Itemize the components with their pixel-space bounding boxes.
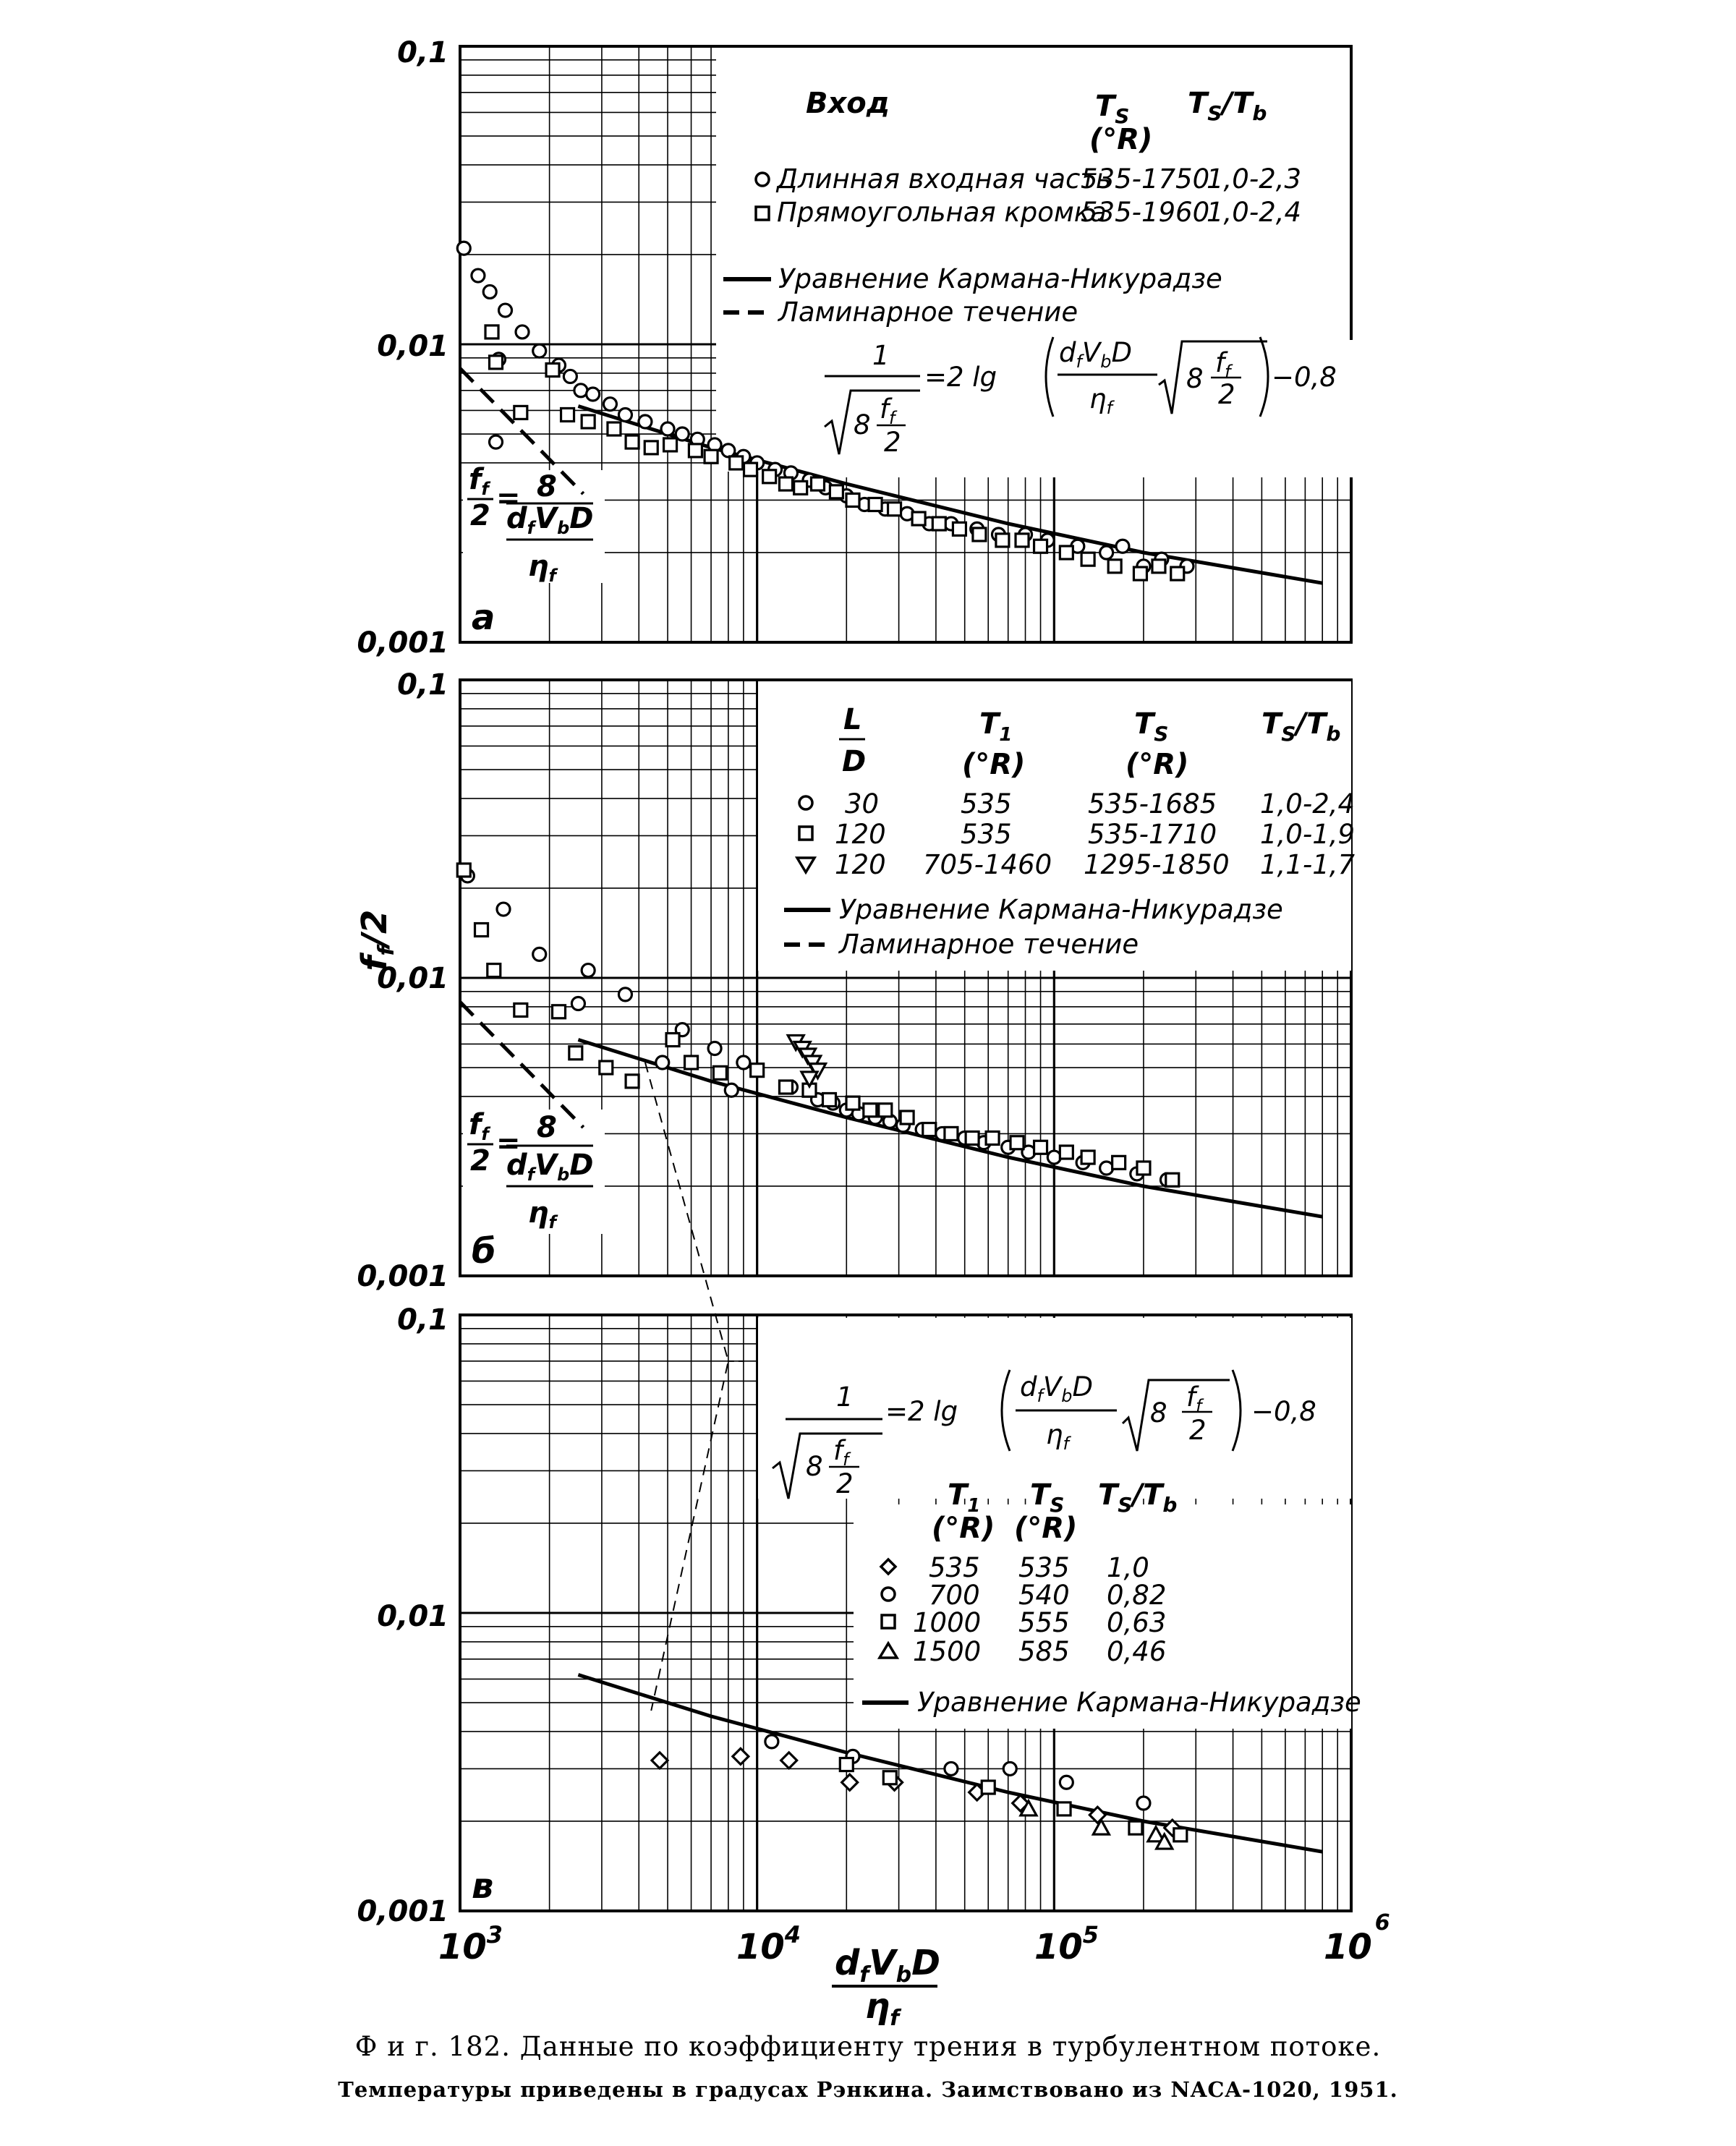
- data-point-square: [982, 1781, 995, 1794]
- panel-label-c: в: [472, 1866, 494, 1907]
- data-point-square: [864, 1104, 877, 1117]
- svg-text:dfVbD: $d_fV_bD$: [1059, 337, 1132, 372]
- legend-a-laminar: Ламинарное течение: [778, 297, 1078, 328]
- data-point-circle: [516, 325, 529, 338]
- svg-text:(°R): (°R): [1014, 1512, 1078, 1545]
- svg-text:1,0: 1,0: [1107, 1552, 1149, 1583]
- svg-text:dfVbD: $d_fV_bD$: [506, 502, 594, 538]
- data-point-circle: [765, 1735, 778, 1748]
- legend-a-row1-ratio: 1,0-2,3: [1207, 163, 1302, 195]
- legend-a-row2-ratio: 1,0-2,4: [1207, 197, 1302, 228]
- data-point-square: [600, 1061, 613, 1074]
- data-point-square: [666, 1034, 679, 1047]
- svg-text:1000: 1000: [913, 1607, 982, 1638]
- svg-text:TS/Tb: $T_S/T_b$: [1188, 87, 1267, 125]
- y-tick-b-mid: 0,01: [377, 962, 448, 995]
- y-tick-c-top: 0,1: [397, 1303, 448, 1337]
- data-point-diamond: [842, 1774, 858, 1790]
- data-point-circle: [563, 370, 576, 383]
- svg-text:ff: $f_f$: [880, 393, 895, 428]
- data-point-circle: [708, 1042, 721, 1055]
- svg-text:TS/Tb: $T_S/T_b$: [1098, 1478, 1178, 1517]
- data-point-square: [846, 1097, 859, 1110]
- svg-text:TS: $T_S$: [1134, 707, 1169, 746]
- svg-text:30: 30: [845, 788, 880, 819]
- data-point-square: [973, 528, 986, 541]
- data-point-square: [1166, 1173, 1179, 1186]
- svg-text:ηf: $\eta_f$: [1046, 1419, 1069, 1454]
- data-point-circle: [1137, 1797, 1150, 1810]
- x-tick-1e3: $10^3$: [438, 1921, 503, 1967]
- svg-text:585: 585: [1018, 1636, 1070, 1667]
- data-point-square: [966, 1131, 979, 1144]
- svg-text:1295-1850: 1295-1850: [1084, 849, 1230, 880]
- panel-label-b: б: [472, 1231, 496, 1272]
- svg-text:8: 8: [537, 470, 557, 503]
- data-point-square: [1081, 1151, 1094, 1164]
- svg-text:TS: $T_S$: [1095, 90, 1130, 128]
- svg-text:535: 535: [961, 788, 1012, 819]
- x-tick-1e5: $10^5$: [1034, 1921, 1099, 1967]
- data-point-circle: [533, 948, 546, 961]
- svg-text:700: 700: [929, 1580, 980, 1611]
- data-point-square: [822, 1093, 835, 1106]
- svg-text:2: 2: [470, 1144, 490, 1178]
- caption-line-2: Температуры приведены в градусах Рэнкина. Заимствовано из NACA-1020, 1951.: [338, 2077, 1398, 2102]
- data-point-square: [685, 1056, 698, 1069]
- data-point-square: [763, 470, 776, 483]
- data-point-circle: [661, 422, 674, 435]
- data-point-square: [488, 964, 501, 977]
- svg-text:2: 2: [1189, 1415, 1207, 1446]
- legend-a-row1-ts: 535-1750: [1081, 163, 1210, 195]
- svg-text:2: 2: [884, 427, 901, 458]
- svg-text:(°R): (°R): [962, 748, 1026, 781]
- data-point-square: [485, 325, 498, 338]
- svg-text:8: 8: [1186, 363, 1204, 394]
- svg-text:8: 8: [806, 1451, 823, 1482]
- legend-b-laminar: Ламинарное течение: [839, 929, 1139, 960]
- svg-text:705-1460: 705-1460: [923, 849, 1052, 880]
- svg-text:2: 2: [836, 1468, 854, 1499]
- data-point-square: [1129, 1821, 1142, 1834]
- svg-text:dfVbD: $d_fV_bD$: [506, 1149, 594, 1185]
- data-point-circle: [1003, 1762, 1016, 1775]
- data-point-square: [779, 1081, 792, 1094]
- data-point-circle: [1060, 1776, 1073, 1789]
- data-point-square: [1010, 1136, 1024, 1149]
- data-point-square: [1034, 540, 1047, 553]
- svg-text:TS/Tb: $T_S/T_b$: [1261, 707, 1341, 746]
- legend-c-karman: Уравнение Кармана-Никурадзе: [917, 1687, 1361, 1718]
- data-point-square: [713, 1066, 726, 1079]
- svg-text:535: 535: [961, 819, 1012, 850]
- legend-b-circle-marker: [799, 796, 812, 809]
- svg-text:1,0-1,9: 1,0-1,9: [1260, 819, 1356, 850]
- svg-text:8: 8: [854, 409, 871, 440]
- svg-text:8: 8: [537, 1111, 557, 1144]
- data-point-square: [744, 463, 757, 476]
- svg-text:(°R): (°R): [932, 1512, 995, 1545]
- svg-text:=2 lg: =2 lg: [885, 1396, 958, 1427]
- svg-text:2: 2: [470, 499, 490, 532]
- data-point-square: [869, 498, 882, 511]
- data-point-circle: [587, 388, 600, 401]
- data-point-circle: [639, 415, 652, 428]
- data-point-square: [644, 441, 658, 454]
- data-point-square: [475, 924, 488, 937]
- svg-text:−0,8: −0,8: [1272, 362, 1337, 393]
- data-point-square: [561, 408, 574, 421]
- svg-text:ηf: $\eta_f$: [865, 1986, 900, 2031]
- y-tick-a-bot: 0,001: [357, 626, 448, 660]
- data-point-square: [689, 444, 702, 457]
- y-tick-b-bot: 0,001: [357, 1260, 448, 1293]
- svg-text:0,63: 0,63: [1107, 1607, 1167, 1638]
- data-point-circle: [618, 988, 631, 1001]
- data-point-square: [912, 512, 925, 525]
- legend-a-unit: (°R): [1089, 123, 1153, 156]
- data-point-square: [626, 435, 639, 448]
- data-point-circle: [722, 444, 735, 457]
- data-point-circle: [490, 435, 503, 448]
- data-point-square: [986, 1131, 999, 1144]
- data-point-square: [490, 356, 503, 369]
- data-point-square: [811, 477, 824, 490]
- legend-a-row2-label: Прямоугольная кромка: [777, 197, 1107, 228]
- data-point-square: [1108, 560, 1121, 573]
- data-point-square: [546, 364, 559, 377]
- data-point-circle: [656, 1056, 669, 1069]
- legend-a-row2-ts: 535-1960: [1081, 197, 1210, 228]
- data-point-square: [883, 1771, 896, 1784]
- data-point-circle: [603, 398, 616, 411]
- svg-text:535: 535: [1018, 1552, 1070, 1583]
- legend-a-karman: Уравнение Кармана-Никурадзе: [778, 263, 1222, 294]
- data-point-square: [830, 485, 843, 498]
- data-point-square: [1171, 567, 1184, 580]
- svg-text:535-1685: 535-1685: [1088, 788, 1217, 819]
- data-point-circle: [1047, 1151, 1060, 1164]
- svg-text:1: 1: [872, 340, 890, 371]
- legend-a-circle-marker: [756, 173, 769, 186]
- data-point-square: [846, 493, 859, 506]
- data-point-square: [932, 517, 945, 530]
- svg-text:1,0-2,4: 1,0-2,4: [1260, 788, 1356, 819]
- panel-label-a: а: [472, 597, 495, 638]
- svg-text:T1: $T_1$: [948, 1478, 981, 1517]
- svg-text:1500: 1500: [913, 1636, 982, 1667]
- data-point-circle: [1100, 546, 1113, 559]
- svg-text:=: =: [496, 482, 521, 515]
- data-point-circle: [457, 242, 470, 255]
- y-tick-a-mid: 0,01: [377, 330, 448, 363]
- svg-text:ff: $f_f$: [1215, 347, 1231, 382]
- data-point-square: [608, 422, 621, 435]
- data-point-diamond: [652, 1753, 668, 1768]
- data-point-square: [779, 477, 792, 490]
- y-tick-c-bot: 0,001: [357, 1895, 448, 1928]
- x-tick-1e4: $10^4$: [736, 1921, 801, 1967]
- svg-text:−0,8: −0,8: [1251, 1396, 1316, 1427]
- data-point-square: [626, 1075, 639, 1088]
- data-point-square: [901, 1111, 914, 1124]
- svg-text:ff: $f_f$: [1186, 1381, 1202, 1416]
- data-point-square: [664, 438, 677, 451]
- svg-text:D: D: [842, 745, 867, 778]
- svg-text:8: 8: [1150, 1397, 1167, 1428]
- svg-text:1,1-1,7: 1,1-1,7: [1260, 849, 1356, 880]
- svg-text:=: =: [496, 1127, 521, 1160]
- data-point-square: [553, 1005, 566, 1018]
- svg-text:ηf: $\eta_f$: [528, 550, 556, 586]
- svg-text:120: 120: [835, 849, 886, 880]
- svg-text:ff: $f_f$: [833, 1435, 849, 1470]
- y-tick-c-mid: 0,01: [377, 1600, 448, 1633]
- data-point-square: [840, 1758, 853, 1771]
- data-point-circle: [737, 1056, 750, 1069]
- data-point-diamond: [781, 1753, 797, 1768]
- y-axis-label: [354, 910, 399, 971]
- data-point-square: [996, 534, 1009, 547]
- svg-text:T1: $T_1$: [979, 707, 1013, 746]
- svg-text:120: 120: [835, 819, 886, 850]
- svg-text:535-1710: 535-1710: [1088, 819, 1217, 850]
- data-point-diamond: [733, 1748, 749, 1764]
- data-point-circle: [582, 964, 595, 977]
- svg-text:555: 555: [1018, 1607, 1070, 1638]
- data-point-square: [888, 503, 901, 516]
- svg-text:dfVbD: $d_fV_bD$: [835, 1943, 940, 1988]
- svg-text:TS: $T_S$: [1030, 1478, 1065, 1517]
- legend-a-row1-label: Длинная входная часть: [777, 163, 1112, 195]
- data-point-circle: [497, 903, 510, 916]
- data-point-square: [457, 864, 470, 877]
- data-point-circle: [945, 1762, 958, 1775]
- legend-a-square-marker: [756, 207, 769, 220]
- data-point-square: [582, 415, 595, 428]
- data-point-circle: [571, 997, 584, 1010]
- svg-text:535: 535: [929, 1552, 980, 1583]
- legend-b-karman: Уравнение Кармана-Никурадзе: [839, 894, 1283, 925]
- data-point-square: [879, 1104, 892, 1117]
- data-point-circle: [472, 269, 485, 282]
- data-point-square: [945, 1127, 958, 1140]
- x-axis-label: [832, 1943, 940, 2031]
- data-point-square: [1060, 1146, 1073, 1159]
- svg-text:ff/2: $f_f/2$: [354, 909, 399, 971]
- data-point-square: [1058, 1802, 1071, 1815]
- svg-text:=2 lg: =2 lg: [924, 362, 997, 393]
- y-tick-a-top: 0,1: [397, 36, 448, 69]
- data-point-square: [1112, 1156, 1126, 1169]
- data-point-square: [923, 1123, 936, 1136]
- svg-text:(°R): (°R): [1126, 748, 1189, 781]
- data-point-square: [1137, 1162, 1150, 1175]
- data-point-square: [953, 522, 966, 535]
- data-point-square: [1016, 534, 1029, 547]
- caption-line-1: Ф и г. 182. Данные по коэффициенту трения в турбулентном потоке.: [354, 2031, 1382, 2062]
- svg-text:540: 540: [1018, 1580, 1070, 1611]
- svg-text:0,82: 0,82: [1107, 1580, 1167, 1611]
- data-point-square: [794, 481, 807, 494]
- svg-text:ηf: $\eta_f$: [528, 1196, 556, 1232]
- data-point-circle: [1116, 540, 1129, 553]
- data-point-circle: [725, 1083, 738, 1097]
- data-point-square: [569, 1047, 582, 1060]
- svg-text:2: 2: [1218, 379, 1235, 410]
- svg-text:ff: $f_f$: [469, 463, 489, 499]
- data-point-circle: [483, 285, 496, 298]
- x-tick-1e6: $10^6$: [1324, 1910, 1390, 1967]
- legend-b-square-marker: [799, 827, 812, 840]
- svg-text:0,46: 0,46: [1107, 1636, 1167, 1667]
- data-point-square: [1060, 546, 1073, 559]
- svg-text:ηf: $\eta_f$: [1089, 383, 1112, 418]
- y-tick-b-top: 0,1: [397, 668, 448, 702]
- data-point-square: [705, 450, 718, 463]
- data-point-square: [1152, 560, 1165, 573]
- data-point-circle: [533, 344, 546, 357]
- data-point-square: [1174, 1828, 1187, 1841]
- legend-c-circle-marker: [882, 1588, 895, 1601]
- data-point-square: [514, 406, 527, 419]
- svg-text:1: 1: [836, 1381, 854, 1413]
- svg-text:L: L: [843, 703, 862, 736]
- svg-text:dfVbD: $d_fV_bD$: [1020, 1371, 1093, 1406]
- svg-text:ff: $f_f$: [469, 1108, 489, 1144]
- data-point-square: [1133, 567, 1146, 580]
- legend-c-square-marker: [882, 1615, 895, 1628]
- data-point-circle: [499, 304, 512, 317]
- data-point-square: [730, 456, 743, 469]
- data-point-circle: [618, 408, 631, 421]
- data-point-circle: [1100, 1162, 1113, 1175]
- data-point-square: [1081, 553, 1094, 566]
- data-point-square: [1034, 1141, 1047, 1154]
- data-point-square: [514, 1003, 527, 1016]
- data-point-square: [751, 1064, 764, 1077]
- legend-a-col-vhod: Вход: [806, 87, 890, 120]
